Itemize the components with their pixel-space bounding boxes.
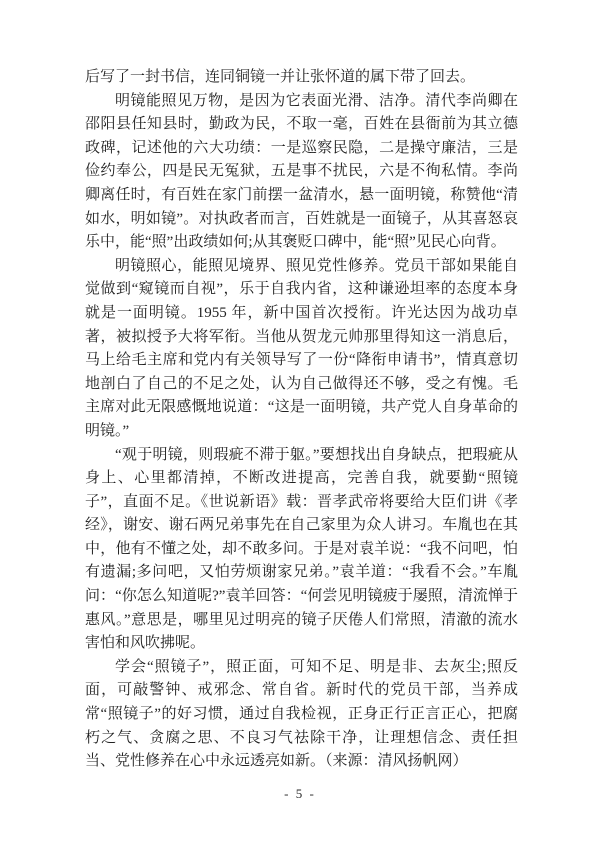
page-number: - 5 - [284, 786, 316, 801]
paragraph-mirror-reflects-all: 明镜能照见万物，是因为它表面光滑、洁净。清代李尚卿在邵阳县任知县时，勤政为民，不取一毫，百姓在县衙前为其立德政碑，记述他的六大功绩：一是巡察民隐，二是操守廉洁，三是俭约奉公，四是民无冤狱，五是事不扰民，六是不徇私情。李尚卿离任时，有百姓在家门前摆一盆清水，悬一面明镜，称赞他“清如水，明如镜”。对执政者而言，百姓就是一面镜子，从其喜怒哀乐中，能“照”出政绩如何;从其褒贬口碑中，能“照”见民心向背。 [85, 92, 518, 251]
paragraph-continuation: 后写了一封书信，连同铜镜一并让张怀道的属下带了回去。 [85, 69, 476, 85]
paragraph-mirror-reflects-heart: 明镜照心，能照见境界、照见党性修养。党员干部如果能自觉做到“窥镜而自视”，乐于自我内省，这种谦逊坦率的态度本身就是一面明镜。1955 年，新中国首次授衔。许光达因为战功卓著，被拟授予大将军衔。当他从贺龙元帅那里得知这一消息后，马上给毛主席和党内有关领导写了一份“降衔申请书”，情真意切地剖白了自己的不足之处，认为自己做得还不够，受之有愧。毛主席对此无限感慨地说道：“这是一面明镜，共产党人自身革命的明镜。” [85, 257, 518, 439]
document-body [85, 66, 518, 774]
paragraph-conclusion: 学会“照镜子”，照正面，可知不足、明是非、去灰尘;照反面，可敲警钟、戒邪念、常自省。新时代的党员干部，当养成常“照镜子”的好习惯，通过自我检视，正身正行正言正心，把腐朽之气、贪腐之思、不良习气祛除干净，让理想信念、责任担当、党性修养在心中永远透亮如新。（来源：清风扬帆网） [85, 658, 518, 770]
paragraph-mirror-flaws-story: “观于明镜，则瑕疵不滞于躯。”要想找出自身缺点，把瑕疵从身上、心里都清掉，不断改进提高，完善自我，就要勤“照镜子”，直面不足。《世说新语》载：晋孝武帝将要给大臣们讲《孝经》，谢安、谢石两兄弟事先在自己家里为众人讲习。车胤也在其中，他有不懂之处，却不敢多问。于是对袁羊说：“我不问吧，怕有遗漏;多问吧，又怕劳烦谢家兄弟。”袁羊道：“我看不会。”车胤问：“你怎么知道呢?”袁羊回答：“何尝见明镜疲于屡照，清流惮于惠风。”意思是，哪里见过明亮的镜子厌倦人们常照，清澈的流水害怕和风吹拂呢。 [85, 446, 518, 652]
